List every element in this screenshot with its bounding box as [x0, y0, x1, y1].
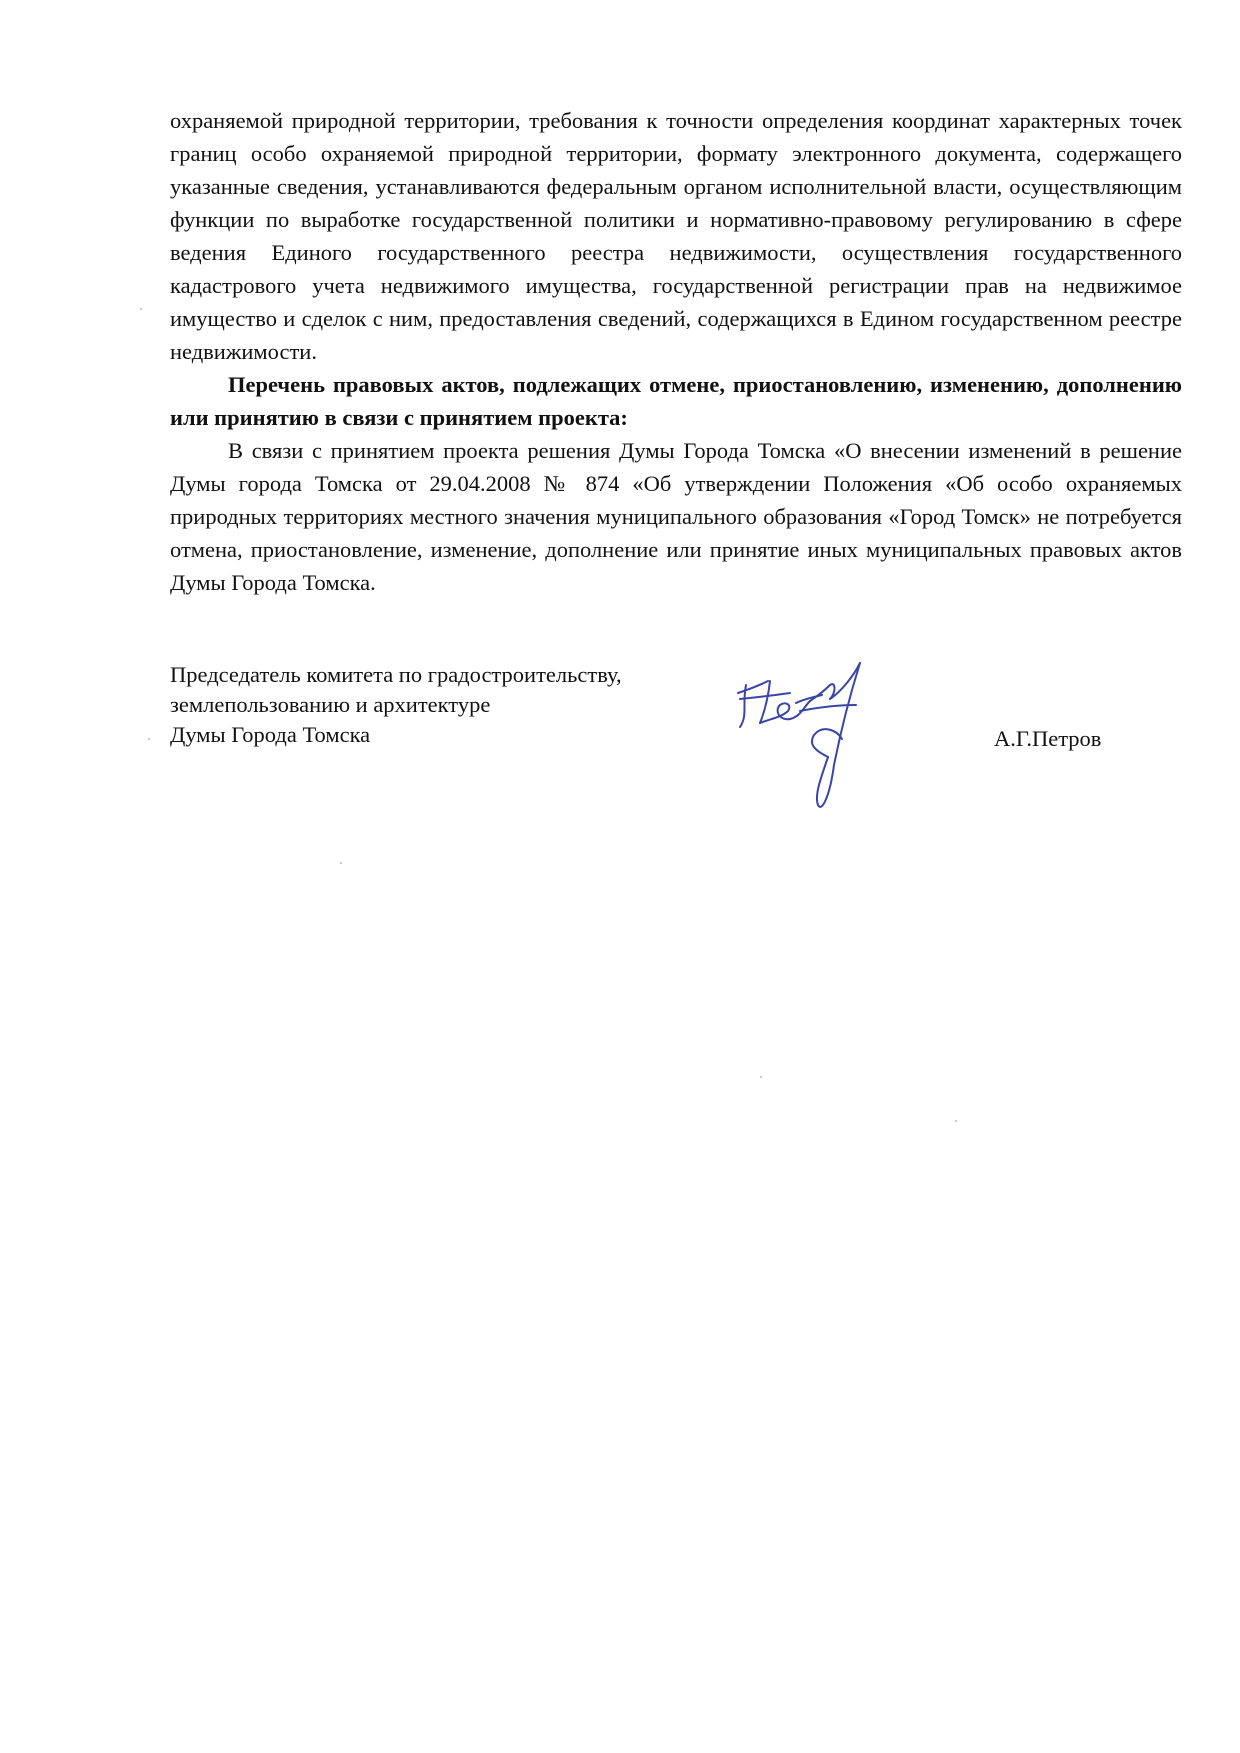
scan-artifact — [760, 1076, 762, 1078]
section-heading-legal-acts: Перечень правовых актов, подлежащих отмене, приостановлению, изменению, дополнению или принятию в связи с принятием проекта: — [170, 372, 1182, 430]
signer-position-line: Думы Города Томска — [170, 722, 371, 747]
scan-artifact — [140, 308, 142, 310]
scan-artifact — [340, 862, 342, 864]
handwritten-signature-icon — [730, 655, 930, 815]
signer-position-line: Председатель комитета по градостроительству, — [170, 662, 622, 687]
signer-position — [170, 660, 622, 750]
signer-position-line: землепользованию и архитектуре — [170, 692, 491, 717]
scan-artifact — [148, 738, 150, 740]
scan-artifact — [955, 1120, 957, 1122]
document-body — [170, 104, 1182, 599]
signer-name: А.Г.Петров — [994, 726, 1102, 751]
paragraph-legal-acts-statement: В связи с принятием проекта решения Думы Города Томска «О внесении изменений в решение Думы города Томска от 29.04.2008 № 874 «Об утверждении Положения «Об особо охраняемых природных территориях местного значения муниципального образования «Город Томск» не потребуется отмена, приостановление, изменение, дополнение или принятие иных муниципальных правовых актов Думы Города Томска. — [170, 438, 1182, 595]
paragraph-coordinates-requirements: охраняемой природной территории, требования к точности определения координат характерных точек границ особо охраняемой природной территории, формату электронного документа, содержащего указанные сведения, устанавливаются федеральным органом исполнительной власти, осуществляющим функции по выработке государственной политики и нормативно-правовому регулированию в сфере ведения Единого государственного реестра недвижимости, осуществления государственного кадастрового учета недвижимого имущества, государственной регистрации прав на недвижимое имущество и сделок с ним, предоставления сведений, содержащихся в Едином государственном реестре недвижимости. — [170, 108, 1182, 364]
